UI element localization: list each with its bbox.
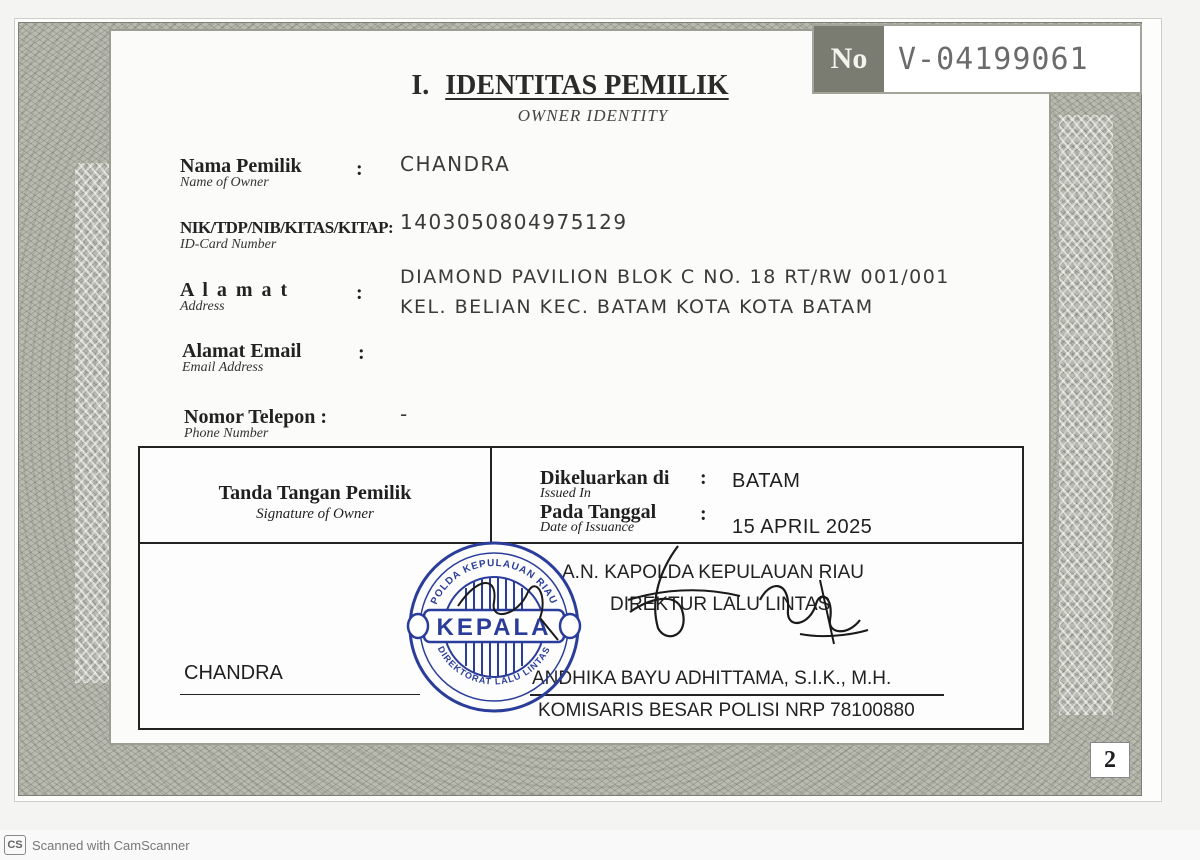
field-email bbox=[182, 341, 301, 375]
field-colon: : bbox=[358, 342, 365, 364]
page-number: 2 bbox=[1090, 742, 1130, 778]
document-number-value: V-04199061 bbox=[898, 41, 1089, 77]
stamp-center-text: KEPALA bbox=[436, 614, 552, 641]
field-value-address-line2: KEL. BELIAN KEC. BATAM KOTA KOTA BATAM bbox=[400, 296, 874, 318]
owner-signature-line bbox=[180, 694, 420, 695]
owner-signature-scribble bbox=[448, 566, 568, 646]
stamp-bottom-text: DIREKTORAT LALU LINTAS bbox=[435, 644, 553, 687]
field-address bbox=[180, 280, 289, 314]
field-colon: : bbox=[356, 282, 363, 304]
date-sublabel: Date of Issuance bbox=[540, 520, 635, 535]
date-colon: : bbox=[700, 503, 707, 525]
field-sublabel: Address bbox=[180, 299, 225, 314]
guilloche-strip-left bbox=[75, 163, 115, 683]
stamp-top-text: POLDA KEPULAUAN RIAU bbox=[429, 557, 559, 607]
field-label: NIK/TDP/NIB/KITAS/KITAP: bbox=[180, 218, 394, 237]
field-sublabel: Name of Owner bbox=[180, 175, 269, 190]
field-colon: : bbox=[356, 158, 363, 180]
scanner-watermark-text: Scanned with CamScanner bbox=[32, 837, 190, 853]
field-sublabel: Email Address bbox=[182, 360, 264, 375]
field-label: A l a m a t bbox=[180, 279, 290, 301]
field-sublabel: Phone Number bbox=[184, 426, 269, 441]
document-number-box bbox=[812, 24, 1142, 94]
svg-text:DIREKTORAT LALU LINTAS bbox=[436, 645, 552, 687]
official-signature bbox=[620, 540, 880, 650]
document-number-label: No bbox=[814, 26, 884, 92]
scanner-footer bbox=[0, 830, 1200, 860]
field-sublabel: ID-Card Number bbox=[180, 237, 277, 252]
field-id-number bbox=[180, 218, 393, 252]
field-label: Nomor Telepon : bbox=[184, 406, 327, 428]
date-value: 15 APRIL 2025 bbox=[732, 516, 873, 538]
owner-signature-name: CHANDRA bbox=[184, 662, 283, 684]
issued-in-value: BATAM bbox=[732, 470, 801, 492]
table-divider-vertical bbox=[490, 448, 492, 542]
field-phone bbox=[184, 407, 327, 441]
field-value-phone: - bbox=[400, 402, 409, 426]
official-rank: KOMISARIS BESAR POLISI NRP 78100880 bbox=[538, 700, 915, 721]
section-number: I. bbox=[411, 70, 430, 101]
field-value-owner-name: CHANDRA bbox=[400, 152, 511, 176]
camscanner-icon: CS bbox=[4, 835, 26, 855]
section-title bbox=[380, 70, 760, 102]
guilloche-strip-right bbox=[1059, 115, 1113, 715]
field-label: Alamat Email bbox=[182, 340, 302, 362]
field-value-address-line1: DIAMOND PAVILION BLOK C NO. 18 RT/RW 001/001 bbox=[400, 266, 950, 288]
field-label: Nama Pemilik bbox=[180, 155, 302, 177]
field-value-id-number: 1403050804975129 bbox=[400, 210, 628, 234]
section-title-text: IDENTITAS PEMILIK bbox=[445, 70, 729, 101]
authority-line-2: DIREKTUR LALU LINTAS bbox=[610, 594, 831, 615]
official-name-underline bbox=[530, 694, 944, 696]
date-label: Pada Tanggal bbox=[540, 501, 657, 523]
signature-sublabel: Signature of Owner bbox=[256, 506, 374, 522]
issued-in-label: Dikeluarkan di bbox=[540, 467, 670, 489]
section-subtitle: OWNER IDENTITY bbox=[517, 106, 669, 125]
issued-in-sublabel: Issued In bbox=[540, 486, 591, 501]
issued-in-colon: : bbox=[700, 467, 707, 489]
signature-label: Tanda Tangan Pemilik bbox=[218, 482, 412, 504]
field-owner-name bbox=[180, 156, 302, 190]
official-name: ANDHIKA BAYU ADHITTAMA, S.I.K., M.H. bbox=[532, 668, 892, 689]
authority-line-1: A.N. KAPOLDA KEPULAUAN RIAU bbox=[562, 562, 864, 583]
